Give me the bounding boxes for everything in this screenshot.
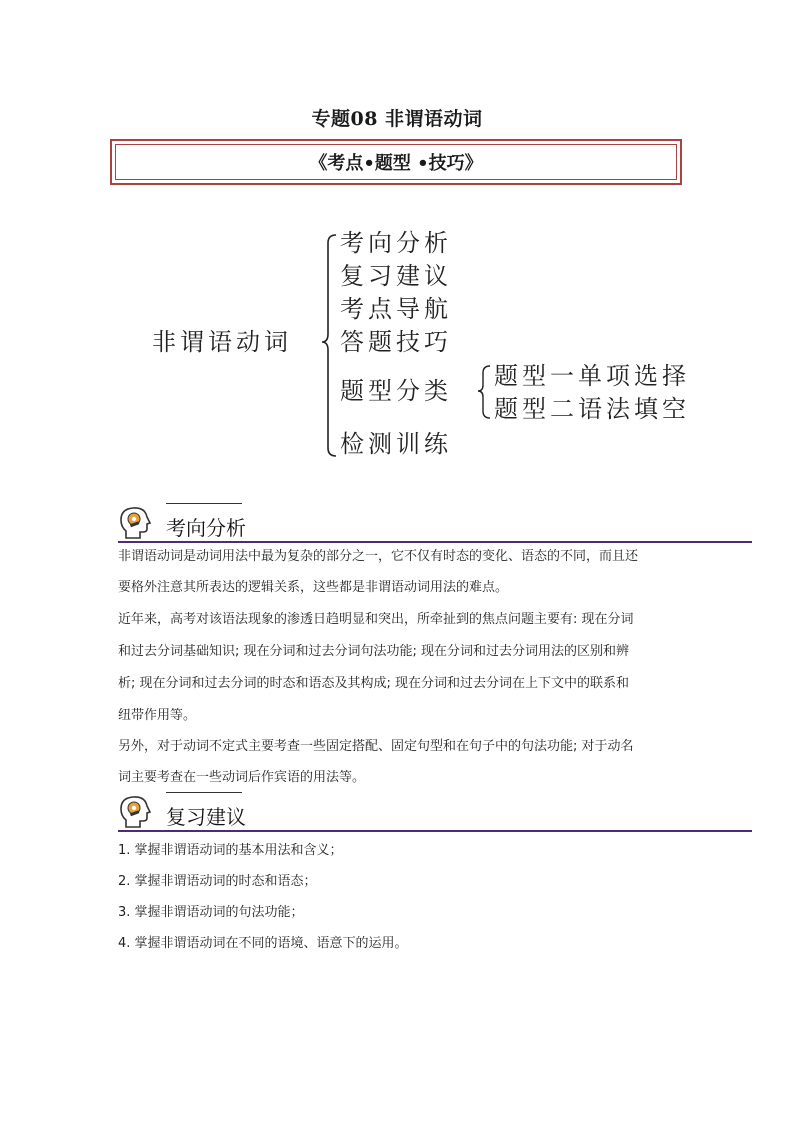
tree-branch: 检测训练 (340, 430, 452, 458)
head-gears-icon (118, 505, 156, 541)
section-header-review (118, 792, 752, 832)
section-header-analysis (118, 503, 752, 543)
tree-branch: 答题技巧 (340, 328, 452, 356)
document-title: 专题08 非谓语动词 (311, 108, 483, 130)
paragraph-line: 要格外注意其所表达的逻辑关系，这些都是非谓语动词用法的难点。 (118, 580, 509, 595)
section-rule (118, 541, 752, 543)
list-item: 2. 掌握非谓语动词的时态和语态； (118, 874, 317, 889)
paragraph-line: 析; 现在分词和过去分词的时态和语态及其构成; 现在分词和过去分词在上下文中的联系和 (118, 676, 630, 691)
paragraph-line: 近年来，高考对该语法现象的渗透日趋明显和突出，所牵扯到的焦点问题主要有: 现在分词 (118, 612, 634, 627)
section-heading: 考向分析 (166, 516, 246, 540)
sub-brace (478, 366, 490, 418)
paragraph-line: 非谓语动词是动词用法中最为复杂的部分之一，它不仅有时态的变化、语态的不同，而且还 (118, 549, 639, 564)
tree-branch: 考向分析 (340, 229, 452, 257)
list-item: 4. 掌握非谓语动词在不同的语境、语意下的运用。 (118, 936, 408, 951)
tree-sub-branch: 题型一单项选择 (494, 362, 690, 390)
header-top-rule (166, 503, 242, 504)
tree-branch: 复习建议 (340, 262, 452, 290)
subtitle-text: 《考点•题型 •技巧》 (115, 144, 677, 180)
list-item: 3. 掌握非谓语动词的句法功能； (118, 905, 304, 920)
topic-tree (0, 0, 794, 470)
paragraph-line: 纽带作用等。 (118, 708, 197, 723)
main-brace (322, 235, 336, 456)
paragraph-line: 和过去分词基础知识; 现在分词和过去分词句法功能; 现在分词和过去分词用法的区别和辨 (118, 644, 630, 659)
tree-branch: 题型分类 (340, 377, 452, 405)
tree-sub-branch: 题型二语法填空 (494, 395, 690, 423)
header-top-rule (166, 792, 242, 793)
list-item: 1. 掌握非谓语动词的基本用法和含义； (118, 843, 343, 858)
section-rule (118, 830, 752, 832)
tree-branch: 考点导航 (340, 295, 452, 323)
head-gears-icon (118, 794, 156, 830)
section-heading: 复习建议 (166, 805, 246, 829)
paragraph-line: 另外，对于动词不定式主要考查一些固定搭配、固定句型和在句子中的句法功能; 对于动名 (118, 739, 634, 754)
paragraph-line: 词主要考查在一些动词后作宾语的用法等。 (118, 770, 366, 785)
tree-root: 非谓语动词 (152, 328, 292, 356)
